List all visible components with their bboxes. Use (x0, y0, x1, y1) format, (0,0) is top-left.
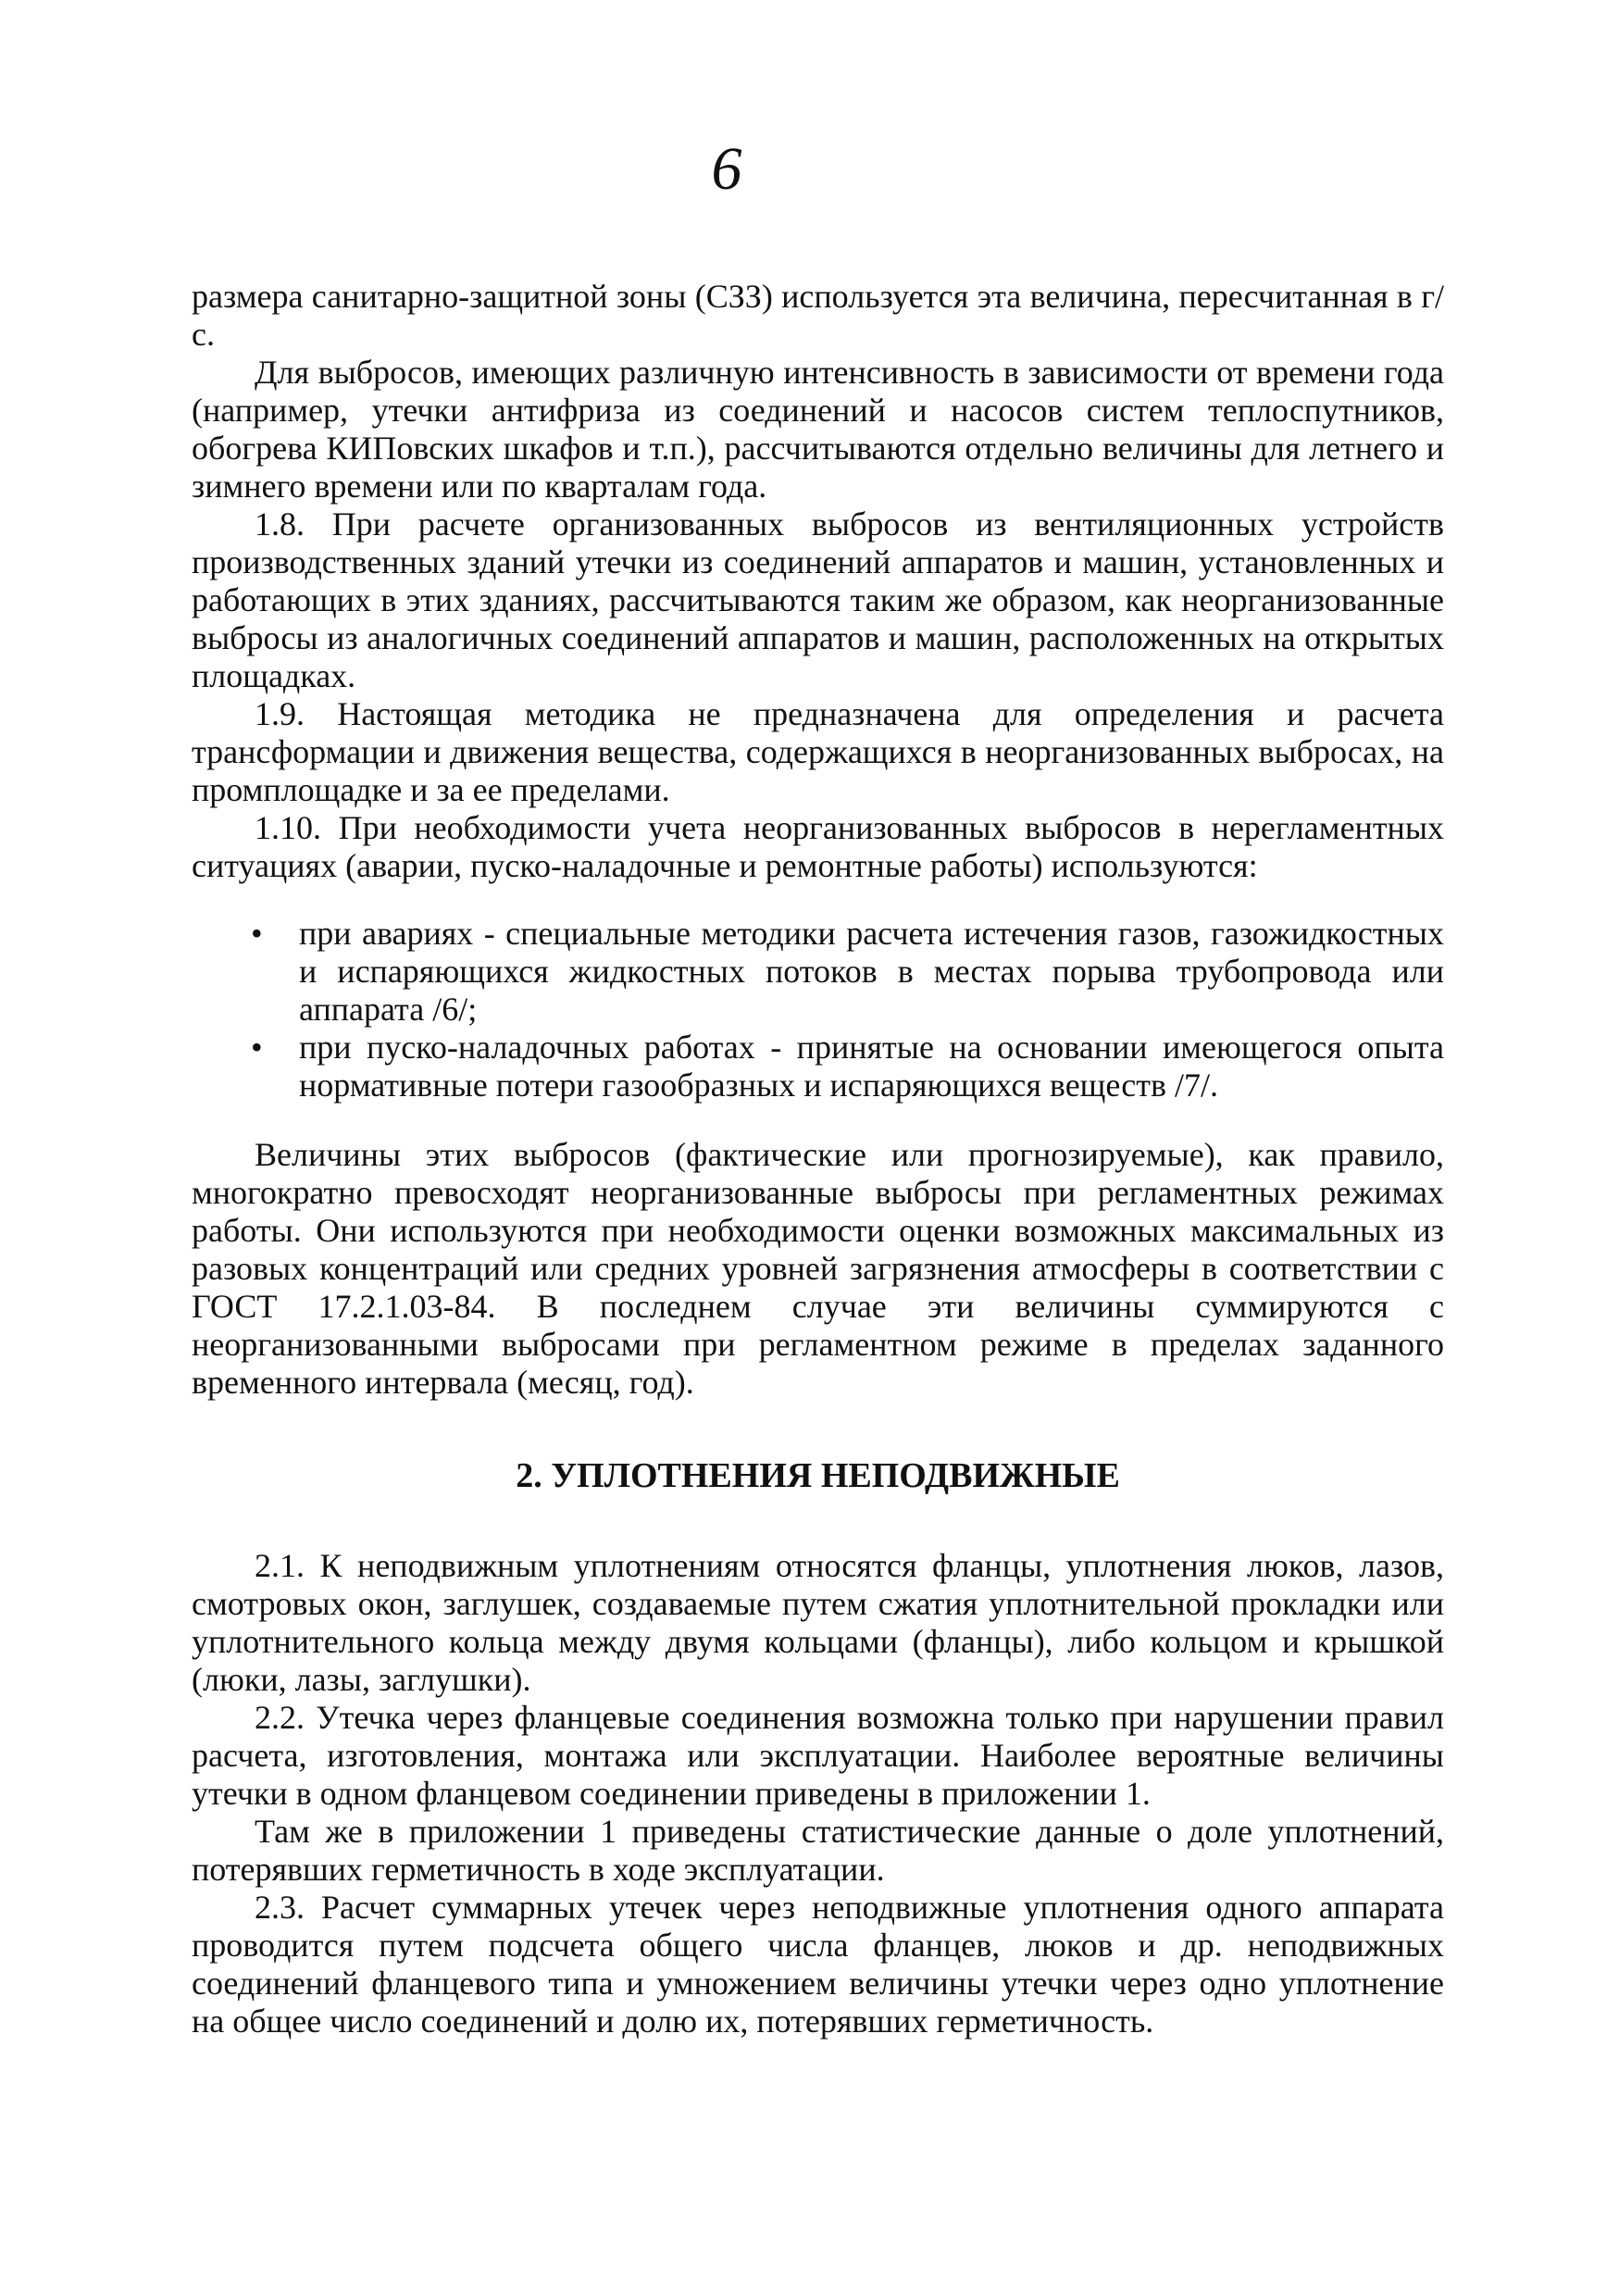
section-title: 2. УПЛОТНЕНИЯ НЕПОДВИЖНЫЕ (516, 1456, 1120, 1495)
paragraph-1-10: 1.10. При необходимости учета неорганизованных выбросов в нерегламентных ситуациях (аварии, пуско-наладочные и ремонтные работы) используются: (192, 809, 1444, 884)
bullet-text: при пуско-наладочных работах - принятые на основании имеющегося опыта нормативные потери газообразных и испаряющихся веществ /7/. (299, 1029, 1444, 1104)
bullet-list (192, 915, 1444, 1104)
paragraph-2-2: 2.2. Утечка через фланцевые соединения возможна только при нарушении правил расчета, изготовления, монтажа или эксплуатации. Наиболее вероятные величины утечки в одном фланцевом соединении приведены в приложении 1. (192, 1699, 1444, 1812)
bullet-item-commissioning (251, 1029, 1444, 1104)
paragraph-1-8: 1.8. При расчете организованных выбросов из вентиляционных устройств производственных зданий утечки из соединений аппаратов и машин, установленных и работающих в этих зданиях, рассчитываются таким же образом, как неорганизованные выбросы из аналогичных соединений аппаратов и машин, расположенных на открытых площадках. (192, 505, 1444, 694)
paragraph-2-1: 2.1. К неподвижным уплотнениям относятся фланцы, уплотнения люков, лазов, смотровых окон, заглушек, создаваемые путем сжатия уплотнительной прокладки или уплотнительного кольца между двумя кольцами (фланцы), либо кольцом и крышкой (люки, лазы, заглушки). (192, 1547, 1444, 1698)
paragraph-seasonal-emissions: Для выбросов, имеющих различную интенсивность в зависимости от времени года (например, утечки антифриза из соединений и насосов систем теплоспутников, обогрева КИПовских шкафов и т.п.), рассчитываются отдельно величины для летнего и зимнего времени или по кварталам года. (192, 354, 1444, 505)
page-number: 6 (711, 135, 742, 203)
bullet-text: при авариях - специальные методики расчета истечения газов, газожидкостных и испаряющихся жидкостных потоков в местах порыва трубопровода или аппарата /6/; (299, 915, 1444, 1028)
bullet-icon: • (251, 915, 263, 952)
paragraph-2-3: 2.3. Расчет суммарных утечек через неподвижные уплотнения одного аппарата проводится путем подсчета общего числа фланцев, люков и др. неподвижных соединений фланцевого типа и умножением величины утечки через одно уплотнение на общее число соединений и долю их, потерявших герметичность. (192, 1889, 1444, 2040)
bullet-icon: • (251, 1029, 263, 1066)
paragraph-szz-continuation: размера санитарно-защитной зоны (СЗЗ) используется эта величина, пересчитанная в г/с. (192, 278, 1444, 353)
paragraph-emission-magnitudes: Величины этих выбросов (фактические или прогнозируемые), как правило, многократно превосходят неорганизованные выбросы при регламентных режимах работы. Они используются при необходимости оценки возможных максимальных из разовых концентраций или средних уровней загрязнения атмосферы в соответствии с ГОСТ 17.2.1.03-84. В последнем случае эти величины суммируются с неорганизованными выбросами при регламентном режиме в пределах заданного временного интервала (месяц, год). (192, 1136, 1444, 1401)
document-body (192, 278, 1444, 2040)
paragraph-appendix-note: Там же в приложении 1 приведены статистические данные о доле уплотнений, потерявших герметичность в ходе эксплуатации. (192, 1813, 1444, 1888)
bullet-item-accidents (251, 915, 1444, 1029)
paragraph-1-9: 1.9. Настоящая методика не предназначена для определения и расчета трансформации и движения вещества, содержащихся в неорганизованных выбросах, на промплощадке и за ее пределами. (192, 695, 1444, 808)
